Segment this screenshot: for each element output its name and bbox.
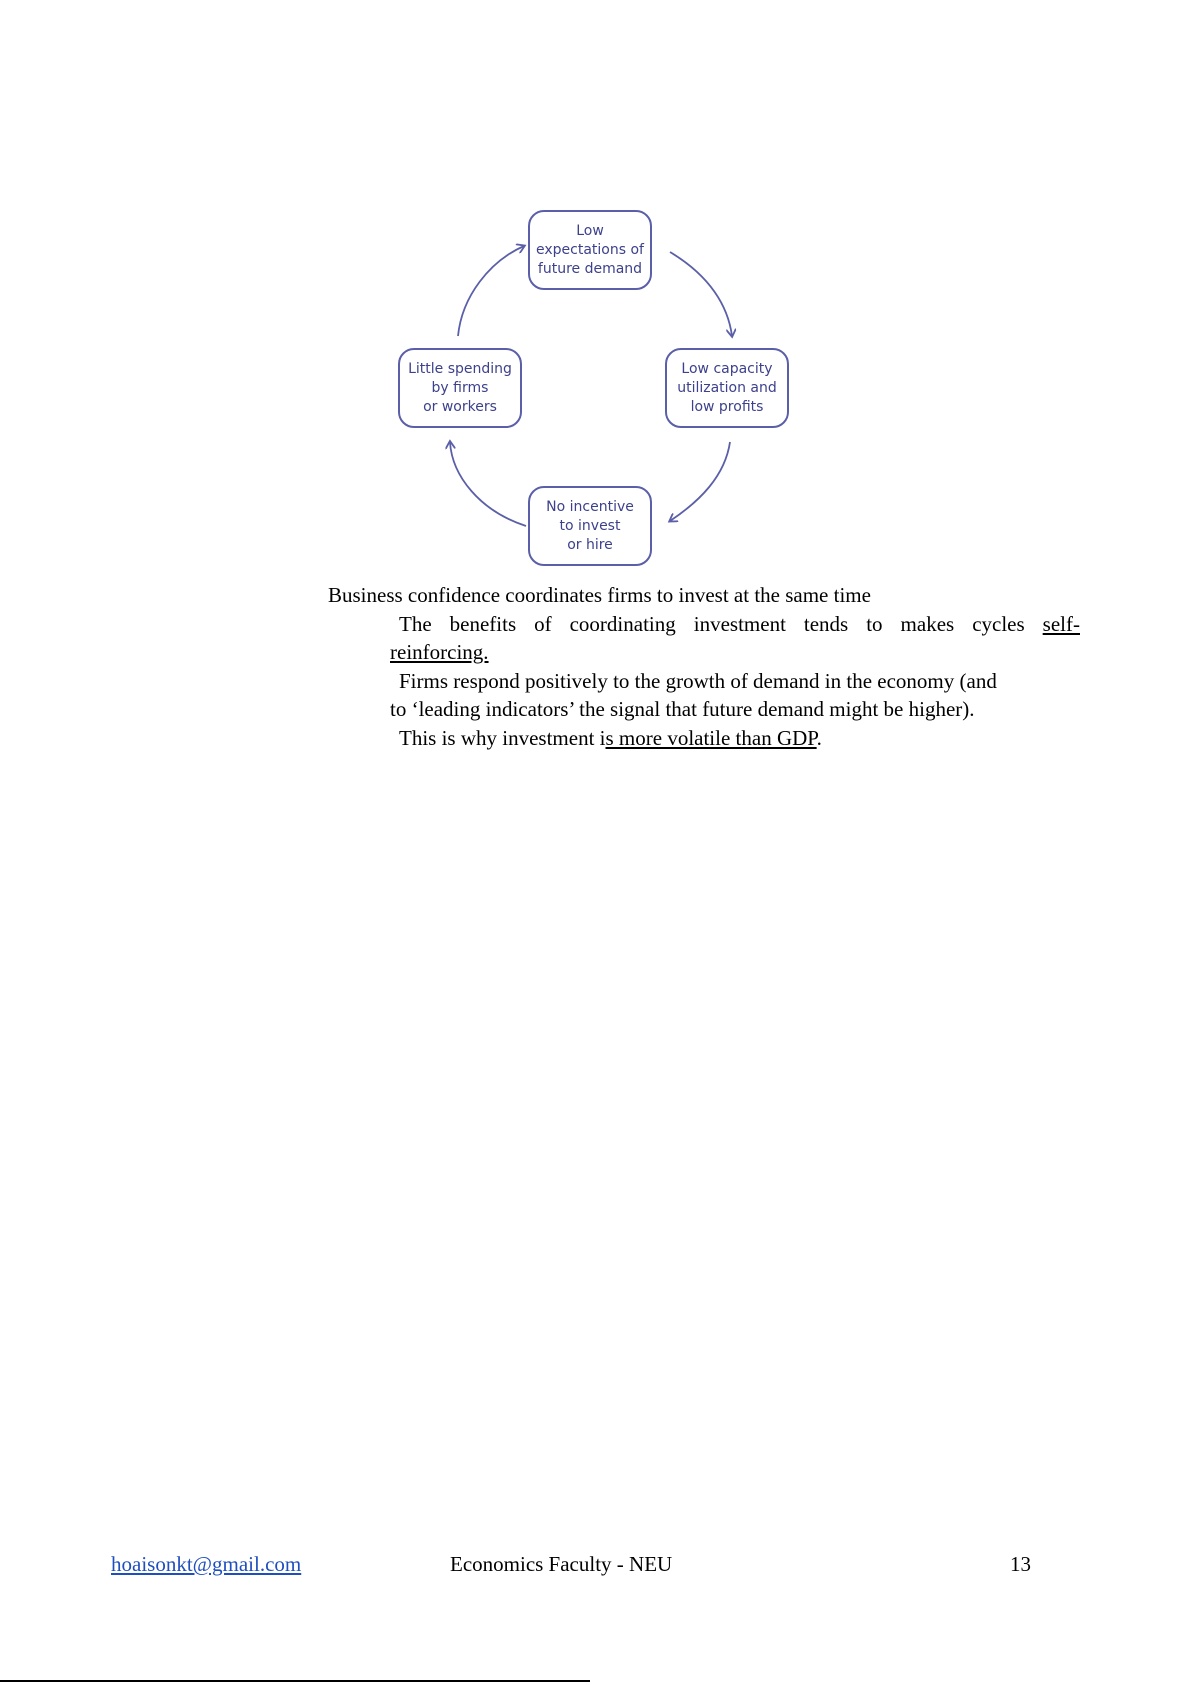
sub-point-1-line1 [399,610,1080,638]
sub-point-1-line2: reinforcing. [390,640,489,664]
footer-center-text: Economics Faculty - NEU [450,1552,673,1576]
sub-point-1-text: The benefits of coordinating investment tends to makes cycles [399,612,1043,636]
node-low-capacity: Low capacity utilization and low profits [665,348,789,428]
sub-point-3-end: . [816,726,822,750]
arrow-left-to-top [458,246,524,336]
arrow-bottom-to-left [450,442,526,526]
sub-point-1-underlined: self- [1042,612,1080,636]
sub-point-2-line1: Firms respond positively to the growth of demand in the economy (and [399,669,997,693]
cycle-diagram [380,196,800,574]
main-point: Business confidence coordinates firms to invest at the same time [328,583,871,607]
sub-point-2-line2: to ‘leading indicators’ the signal that future demand might be higher). [390,697,975,721]
arrow-right-to-bottom [670,442,730,521]
footer-email-link[interactable]: hoaisonkt@gmail.com [111,1552,302,1576]
node-little-spending: Little spending by firms or workers [398,348,522,428]
sub-point-3-text: This is why investment i [399,726,606,750]
node-no-incentive: No incentive to invest or hire [528,486,652,566]
bottom-divider [0,1680,590,1682]
page-number: 13 [1010,1552,1031,1576]
arrow-top-to-right [670,252,732,336]
node-low-expectations: Low expectations of future demand [528,210,652,290]
sub-point-3 [399,724,822,752]
sub-point-3-underlined: s more volatile than GDP [605,726,817,750]
